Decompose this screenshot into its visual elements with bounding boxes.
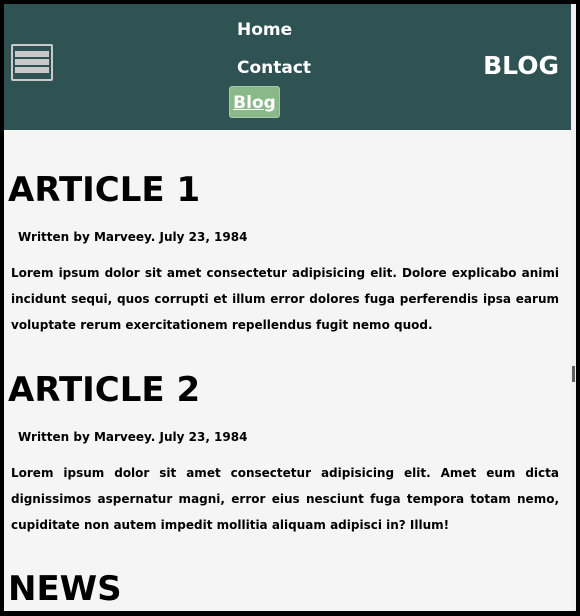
article-title: ARTICLE 1 [8,170,201,210]
menu-bar [15,51,49,57]
menu-bar [15,59,49,65]
site-brand: BLOG [483,51,559,80]
article-byline: Written by Marveey. July 23, 1984 [18,430,248,444]
article-byline: Written by Marveey. July 23, 1984 [18,230,248,244]
vertical-scrollbar[interactable] [571,4,576,611]
article-body: Lorem ipsum dolor sit amet consectetur adipisicing elit. Dolore explicabo animi incidunt sequi, quos corrupti et illum error dolores fuga perferendis ipsa earum voluptate rerum exercitationem repellendus fugit nemo quod. [11,266,559,332]
hamburger-menu-icon[interactable] [11,44,53,81]
nav-link-home[interactable]: Home [237,20,293,40]
nav-link-contact[interactable]: Contact [237,58,312,78]
nav-link-blog[interactable]: Blog [229,86,280,118]
news-title: NEWS [8,569,122,609]
menu-bar [15,67,49,73]
article-title: ARTICLE 2 [8,370,201,410]
article-body: Lorem ipsum dolor sit amet consectetur adipisicing elit. Amet eum dicta dignissimos aspernatur magni, error eius nesciunt fuga tempora totam nemo, cupiditate non autem impedit mollitia aliquam adipisci in? Illum! [11,466,559,532]
site-header [4,4,571,130]
page-viewport [4,4,571,611]
scrollbar-thumb[interactable] [572,366,575,382]
